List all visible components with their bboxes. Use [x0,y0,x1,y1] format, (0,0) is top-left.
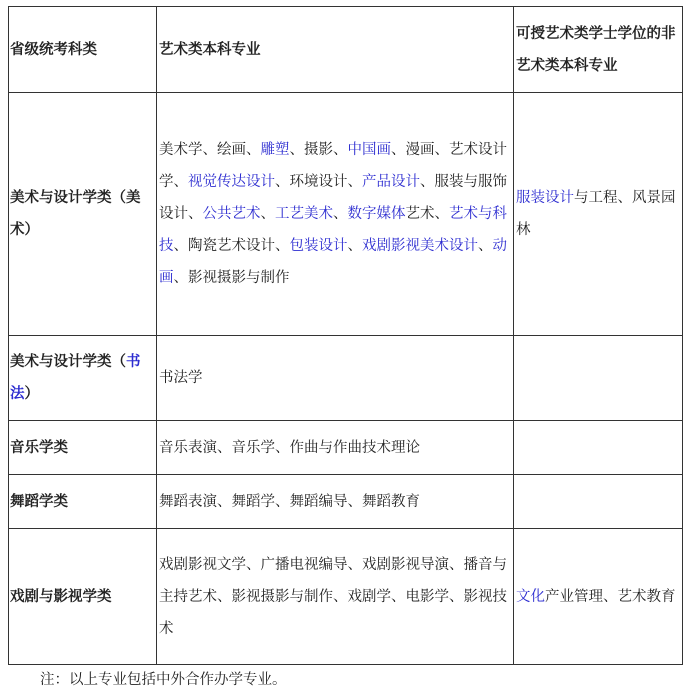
cell-text: 舞蹈学类 [10,493,68,510]
cell-text: 、环境设计、 [275,174,362,190]
row-majors [157,529,514,665]
cell-text: 美术学、绘画、 [159,142,261,158]
major-link[interactable]: 动画 [159,238,507,286]
row-nonart-majors [514,93,683,336]
cell-text: 美术与设计学类（美术） [10,190,141,238]
cell-text: 戏剧影视文学、广播电视编导、戏剧影视导演、播音与主持艺术、影视摄影与制作、戏剧学、电影学、影视技术 [159,556,507,637]
footnote: 注：以上专业包括中外合作办学专业。 [40,672,287,688]
major-link[interactable]: 视觉传达设计 [188,174,275,190]
cell-text: 、服装与服饰设计、 [159,174,507,222]
major-link[interactable]: 文化 [516,588,545,605]
cell-text: 、陶瓷艺术设计、 [173,238,290,254]
row-majors [157,475,514,529]
row-nonart-majors [514,475,683,529]
row-nonart-majors [514,336,683,421]
cell-text: 、 [347,238,362,254]
cell-text: 、 [260,206,275,222]
header-art-majors: 艺术类本科专业 [157,7,514,93]
table-header-row [9,7,683,93]
row-majors [157,93,514,336]
row-nonart-majors [514,529,683,665]
major-link[interactable]: 服装设计 [516,190,574,206]
cell-text: 、 [333,206,348,222]
table-row [9,421,683,475]
header-nonart-majors: 可授艺术类学士学位的非艺术类本科专业 [514,7,683,93]
cell-text: 、影视摄影与制作 [173,270,290,286]
major-link[interactable]: 公共艺术 [202,206,261,222]
cell-text: 、漫画、艺术设计学、 [159,142,507,190]
table-row [9,529,683,665]
major-link[interactable]: 戏剧影视美术设计 [362,238,478,254]
cell-text: 与工程、风景园林 [516,190,676,238]
cell-text: 戏剧与影视学类 [10,588,112,605]
cell-text: 美术与设计学类（ [10,354,126,370]
row-majors [157,336,514,421]
row-majors [157,421,514,475]
cell-text: 艺术、 [405,206,449,222]
major-link[interactable]: 中国画 [347,142,391,158]
major-link[interactable]: 产品设计 [362,174,420,190]
cell-text: 音乐学类 [10,439,68,456]
row-category [9,93,157,336]
row-nonart-majors [514,421,683,475]
major-link[interactable]: 书法 [10,354,141,402]
majors-table [8,6,683,665]
row-category [9,421,157,475]
major-link[interactable]: 雕塑 [260,142,290,158]
cell-text: 、 [478,238,493,254]
cell-text: 音乐表演、音乐学、作曲与作曲技术理论 [159,439,420,456]
cell-text: 产业管理、艺术教育 [545,588,676,605]
major-link[interactable]: 数字媒体 [347,206,406,222]
major-link[interactable]: 包装设计 [289,238,348,254]
cell-text: ） [24,386,39,402]
row-category [9,336,157,421]
header-category: 省级统考科类 [9,7,157,93]
major-link[interactable]: 工艺美术 [275,206,333,222]
cell-text: 、摄影、 [289,142,348,158]
table-row [9,336,683,421]
row-category [9,475,157,529]
row-category [9,529,157,665]
major-link[interactable]: 艺术与科技 [159,206,507,254]
table-row [9,475,683,529]
table-row [9,93,683,336]
cell-text: 舞蹈表演、舞蹈学、舞蹈编导、舞蹈教育 [159,493,420,510]
cell-text: 书法学 [159,370,203,386]
